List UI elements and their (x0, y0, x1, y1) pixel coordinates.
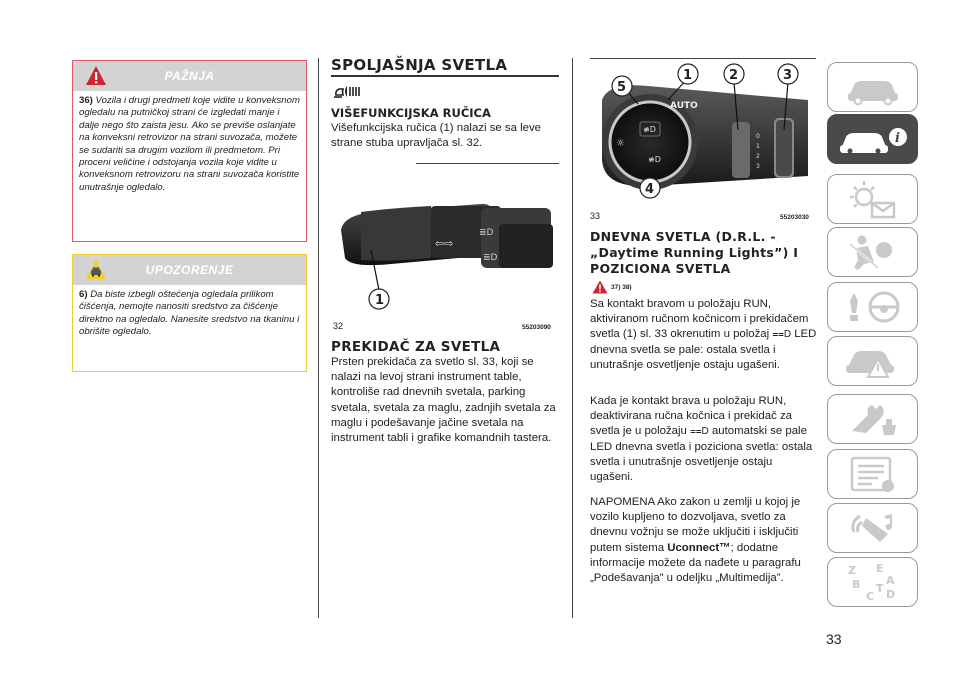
light-switch-heading: PREKIDAČ ZA SVETLA (331, 339, 501, 355)
figure-33-callout-5: 5 (617, 80, 627, 95)
headlamp-symbol-icon (333, 82, 363, 100)
figure-32-lever-image (331, 172, 559, 318)
svg-text:☼: ☼ (616, 138, 625, 149)
figure-33-auto-label: AUTO (670, 101, 698, 111)
svg-text:≣D: ≣D (479, 228, 494, 238)
uconnect-brand: Uconnect™ (667, 541, 731, 554)
drl-note-start: NAPOMENA Ako zakon u zemlji u kojoj je vozilo kupljeno to dozvoljava, svetlo za dnevnu vožnju se može uključiti i isključiti putem sistema (590, 496, 801, 554)
caution-text (73, 285, 306, 345)
warning-text (73, 91, 306, 200)
drl-paragraph-1 (590, 297, 818, 373)
svg-text:⇦⇨: ⇦⇨ (435, 237, 454, 250)
tab-driving[interactable] (827, 282, 918, 332)
tab-emergency[interactable] (827, 336, 918, 386)
multifunction-lever-text: Višefunkcijska ručica (1) nalazi se sa leve strane stuba upravljača sl. 32. (331, 122, 541, 150)
emergency-icon (828, 337, 917, 385)
index-letter-z: Z (848, 564, 856, 577)
warning-lights-icon (828, 175, 917, 223)
drl-heading-line-3: POZICIONA SVETLA (590, 261, 731, 276)
index-letter-c: C (866, 590, 875, 603)
drl-references: 37) 38) (611, 284, 632, 291)
figure-33-mark-1: 1 (756, 143, 760, 150)
figure-33-mark-3: 3 (756, 163, 760, 170)
multifunction-lever-heading: VIŠEFUNKCIJSKA RUČICA (331, 106, 491, 120)
middle-column (331, 56, 559, 74)
svg-text:≢D: ≢D (643, 125, 656, 134)
warning-box (72, 60, 307, 242)
index-letter-e: E (876, 562, 884, 575)
warning-number: 36) (79, 95, 93, 106)
light-switch-text: Prsten prekidača za svetlo sl. 33, koji se nalazi na levoj strani instrument table, kontroliše rad dnevnih svetala, parking svetala, svetala za maglu, zadnjih svetala za maglu i podešavanje jačine svetala na instrument tabli i grafike komandnih tastera. (331, 356, 556, 445)
tab-car-overview[interactable] (827, 62, 918, 112)
section-title: SPOLJAŠNJA SVETLA (331, 56, 508, 74)
tab-car-info[interactable] (827, 114, 918, 164)
index-letter-d: D (886, 588, 896, 601)
caution-header (73, 255, 306, 285)
drl-paragraph-1-start: Sa kontakt bravom u položaju RUN, aktiviranom ručnom kočnicom i prekidačem svetla (1) sl. 33 okrenutim u položaj (590, 298, 809, 341)
figure-33-mark-0: 0 (756, 133, 760, 140)
figure-33-callout-4: 4 (645, 182, 655, 197)
figure-33-callout-2: 2 (729, 68, 739, 83)
svg-text:≢D: ≢D (648, 155, 661, 164)
index-letter-a: A (886, 574, 895, 587)
maintenance-icon (828, 395, 917, 443)
drl-paragraph-2-start: Kada je kontakt brava u položaju RUN, deaktivirana ručna kočnica i prekidač za svetla je u položaju (590, 395, 792, 438)
drl-note-end: ; dodatne informacije možete da nađete u paragrafu „Podešavanja” u odeljku „Multimedija”. (590, 541, 801, 585)
caution-number: 6) (79, 289, 88, 300)
tab-maintenance[interactable] (827, 394, 918, 444)
tab-technical-data[interactable] (827, 449, 918, 499)
multimedia-icon (828, 504, 917, 552)
drl-symbol-icon: ⩵D (772, 329, 792, 341)
drl-paragraph-1-end: LED dnevna svetla se pale: ostala svetla i unutrašnje osvetljenje ostaju ugašeni. (590, 328, 817, 371)
tab-index[interactable] (827, 557, 918, 607)
driving-icon (828, 283, 917, 331)
column-divider-middle (572, 58, 573, 618)
index-icon (828, 558, 917, 606)
index-letter-b: B (852, 578, 861, 591)
safety-airbag-icon (828, 228, 917, 276)
figure-33-number: 33 (590, 211, 601, 221)
caution-body: Da biste izbegli oštećenja ogledala prilikom čišćenja, nemojte nanositi sredstvo za čišćenje direktno na ogledalo. Nanesite sredstvo na tkaninu i obrišite ogledalo. (79, 289, 300, 338)
figure-32-code: 55203090 (522, 324, 551, 331)
figure-33-callout-3: 3 (783, 68, 793, 83)
tab-safety[interactable] (827, 227, 918, 277)
section-title-rule (331, 75, 559, 77)
drl-heading (590, 229, 818, 277)
warning-title: PAŽNJA (164, 69, 215, 83)
car-info-icon (828, 115, 917, 163)
figure-33-mark-2: 2 (756, 153, 760, 160)
caution-box (72, 254, 307, 372)
figure-33-light-switch-image (588, 60, 816, 208)
figure-32-number: 32 (333, 321, 344, 331)
figure-32-callout: 1 (375, 293, 385, 308)
caution-title: UPOZORENJE (145, 263, 234, 277)
tab-warning-lights[interactable] (827, 174, 918, 224)
column-divider-left (318, 58, 319, 618)
figure-33-callout-1: 1 (683, 68, 693, 83)
figure-32-rule (416, 163, 559, 164)
technical-data-icon (828, 450, 917, 498)
figure-33-code: 55203030 (780, 214, 809, 221)
svg-text:i: i (895, 131, 900, 146)
drl-warning-triangle-icon (592, 280, 608, 294)
figure-33-rule (590, 58, 816, 59)
svg-text:≣D: ≣D (483, 253, 498, 263)
index-letter-t: T (876, 582, 884, 595)
drl-note (590, 495, 818, 586)
drl-paragraph-2-end: automatski se pale LED dnevna svetla i poziciona svetla: ostala svetla i unutrašnje osvetljenje ostaju ugašeni. (590, 425, 813, 484)
warning-body: Vozila i drugi predmeti koje vidite u konveksnom ogledalu na putničkoj strani će izgledati manje i dalje nego što zaista jesu. Ako se previše oslanjate na konveksni retrovizor na strani suvozača, možete se sudariti sa drugim vozilom ili predmetom. Pri proceni veličine i odstojanja vozila koje vidite u konveksnom retrovizoru na strani suvozača koristite unutrašnje ogledalo. (79, 95, 300, 193)
drl-paragraph-2 (590, 394, 818, 485)
tab-multimedia[interactable] (827, 503, 918, 553)
warning-header (73, 61, 306, 91)
car-overview-icon (828, 63, 917, 111)
drl-auto-symbol-icon: ⩵D (690, 426, 709, 438)
page-number: 33 (826, 631, 842, 647)
drl-heading-line-1: DNEVNA SVETLA (D.R.L. - (590, 229, 776, 244)
drl-heading-line-2: „Daytime Running Lights”) I (590, 245, 799, 260)
